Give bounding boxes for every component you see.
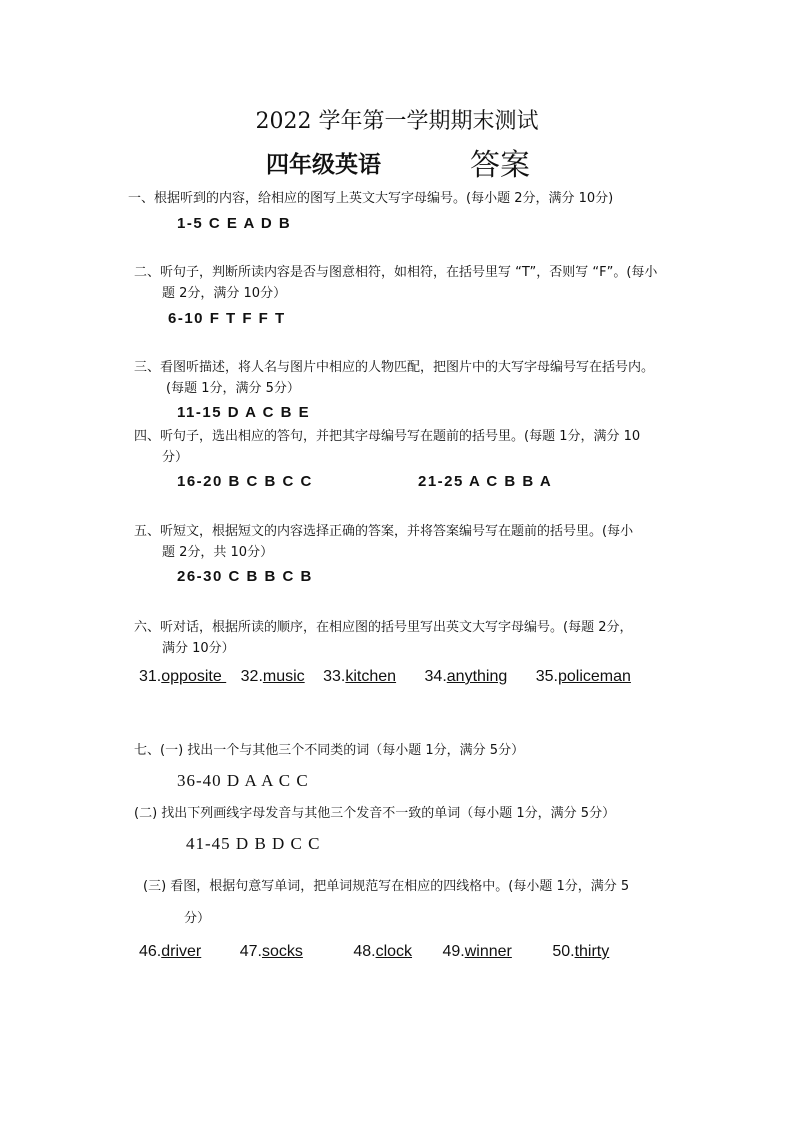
answer-item: 47.socks (239, 943, 303, 960)
answer-item: 49.winner (442, 943, 512, 960)
answer-item: 33.kitchen (323, 668, 397, 685)
section-3-instruction-line1: 三、看图听描述，将人名与图片中相应的人物匹配，把图片中的大写字母编号写在括号内。 (134, 360, 655, 375)
section-6-instruction-line1: 六、听对话，根据所读的顺序，在相应图的括号里写出英文大写字母编号。(每题 2分， (134, 620, 633, 635)
section-4-answer-a: 16-20 B C B C C (177, 473, 313, 490)
section-5-answer: 26-30 C B B C B (177, 568, 313, 585)
section-4-instruction-line2: 分） (162, 450, 189, 465)
section-6-instruction-line2: 满分 10分） (162, 641, 235, 656)
section-6-answer-row (139, 668, 631, 686)
answer-item: 32.music (240, 668, 305, 685)
answer-label: 答案 (470, 148, 530, 183)
section-1-answer: 1-5 C E A D B (177, 215, 292, 232)
section-2-instruction-line2: 题 2分，满分 10分） (162, 286, 287, 301)
section-3-instruction-line2: (每题 1分，满分 5分） (166, 381, 300, 396)
section-5-instruction-line1: 五、听短文，根据短文的内容选择正确的答案，并将答案编号写在题前的括号里。(每小 (134, 524, 634, 539)
answer-item: 48.clock (353, 943, 413, 960)
section-2-instruction-line1: 二、听句子，判断所读内容是否与图意相符，如相符，在括号里写 “T”，否则写 “F”。(每小 (134, 265, 658, 280)
section-1-instruction: 一、根据听到的内容，给相应的图写上英文大写字母编号。(每小题 2分，满分 10分) (128, 191, 614, 206)
section-7-part3-answer-row (139, 943, 609, 961)
page-subtitle: 四年级英语 (266, 151, 381, 178)
section-7-part3-instruction-line2: 分） (184, 911, 211, 926)
section-3-answer: 11-15 D A C B E (177, 404, 311, 421)
answer-item: 34.anything (424, 668, 508, 685)
answer-item: 31.opposite (139, 668, 227, 685)
answer-item: 46.driver (139, 943, 202, 960)
page-title: 2022 学年第一学期期末测试 (255, 109, 539, 134)
section-7-part3-instruction-line1: (三) 看图，根据句意写单词，把单词规范写在相应的四线格中。(每小题 1分，满分 5 (143, 879, 630, 894)
section-5-instruction-line2: 题 2分，共 10分） (162, 545, 274, 560)
section-4-instruction-line1: 四、听句子，选出相应的答句，并把其字母编号写在题前的括号里。(每题 1分，满分 10 (134, 429, 641, 444)
section-4-answer-b: 21-25 A C B B A (418, 473, 553, 490)
section-7-part2-answer: 41-45 D B D C C (186, 834, 321, 853)
section-2-answer: 6-10 F T F F T (168, 310, 286, 327)
answer-item: 35.policeman (535, 668, 631, 685)
section-7-part1-instruction: 七、(一) 找出一个与其他三个不同类的词（每小题 1分，满分 5分） (134, 743, 525, 758)
answer-item: 50.thirty (552, 943, 610, 960)
section-7-part2-instruction: (二) 找出下列画线字母发音与其他三个发音不一致的单词（每小题 1分，满分 5分） (134, 806, 616, 821)
section-7-part1-answer: 36-40 D A A C C (177, 771, 309, 790)
